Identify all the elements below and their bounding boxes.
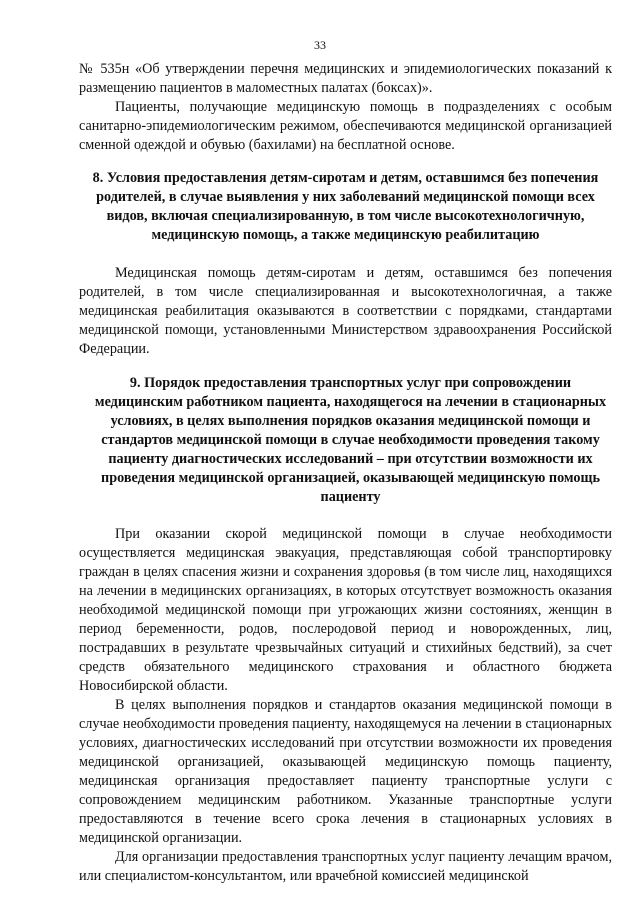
section-heading-8: 8. Условия предоставления детям-сиротам и детям, оставшимся без попечения родителей, в случае выявления у них заболеваний медицинской помощи всех видов, включая специализированную, в том числе высокотехнологичную, медицинскую помощь, а также медицинскую реабилитацию xyxy=(92,170,599,243)
paragraph-medical-evacuation: При оказании скорой медицинской помощи в случае необходимости осуществляется медицинская эвакуация, представляющая собой транспортировку граждан в целях спасения жизни и сохранения здоровья (в том числе лиц, находящихся на лечении в медицинских организациях, в которых отсутствует возможность оказания необходимой медицинской помощи при угрожающих жизни состояниях, женщин в период беременности, родов, послеродовой период и новорожденных, лиц, пострадавших в результате чрезвычайных ситуаций и стихийных бедствий), за счет средств обязательного медицинского страхования и областного бюджета Новосибирской области. xyxy=(79,526,612,694)
section-heading-9: 9. Порядок предоставления транспортных услуг при сопровождении медицинским работником пациента, находящегося на лечении в стационарных условиях, в целях выполнения порядков оказания медицинской помощи и стандартов медицинской помощи в случае необходимости проведения такому пациенту диагностических исследований – при отсутствии возможности их проведения медицинской организацией, оказывающей медицинскую помощь пациенту xyxy=(94,375,607,505)
paragraph-order-reference: № 535н «Об утверждении перечня медицинских и эпидемиологических показаний к размещению пациентов в маломестных палатах (боксах)». xyxy=(79,61,612,96)
paragraph-special-regime: Пациенты, получающие медицинскую помощь в подразделениях с особым санитарно-эпидемиологическим режимом, обеспечиваются медицинской организацией сменной одеждой и обувью (бахилами) на бесплатной основе. xyxy=(79,99,612,153)
paragraph-transport-services: В целях выполнения порядков и стандартов оказания медицинской помощи в случае необходимости проведения пациенту, находящемуся на лечении в стационарных условиях, диагностических исследований при отсутствии возможности их проведения медицинской организацией, оказывающей медицинскую помощь пациенту, медицинская организация предоставляет пациенту транспортные услуги с сопровождением медицинским работником. Указанные транспортные услуги предоставляются в течение всего срока лечения в стационарных условиях в медицинской организации. xyxy=(79,697,612,846)
page-number: 33 xyxy=(314,38,326,52)
paragraph-transport-organization: Для организации предоставления транспортных услуг пациенту лечащим врачом, или специалистом-консультантом, или врачебной комиссией медицинской xyxy=(79,849,612,884)
paragraph-orphans-care: Медицинская помощь детям-сиротам и детям, оставшимся без попечения родителей, в том числе специализированная и высокотехнологичная, а также медицинская реабилитация оказываются в соответствии с порядками, стандартами медицинской помощи, установленными Министерством здравоохранения Российской Федерации. xyxy=(79,265,612,357)
document-body xyxy=(79,60,612,886)
